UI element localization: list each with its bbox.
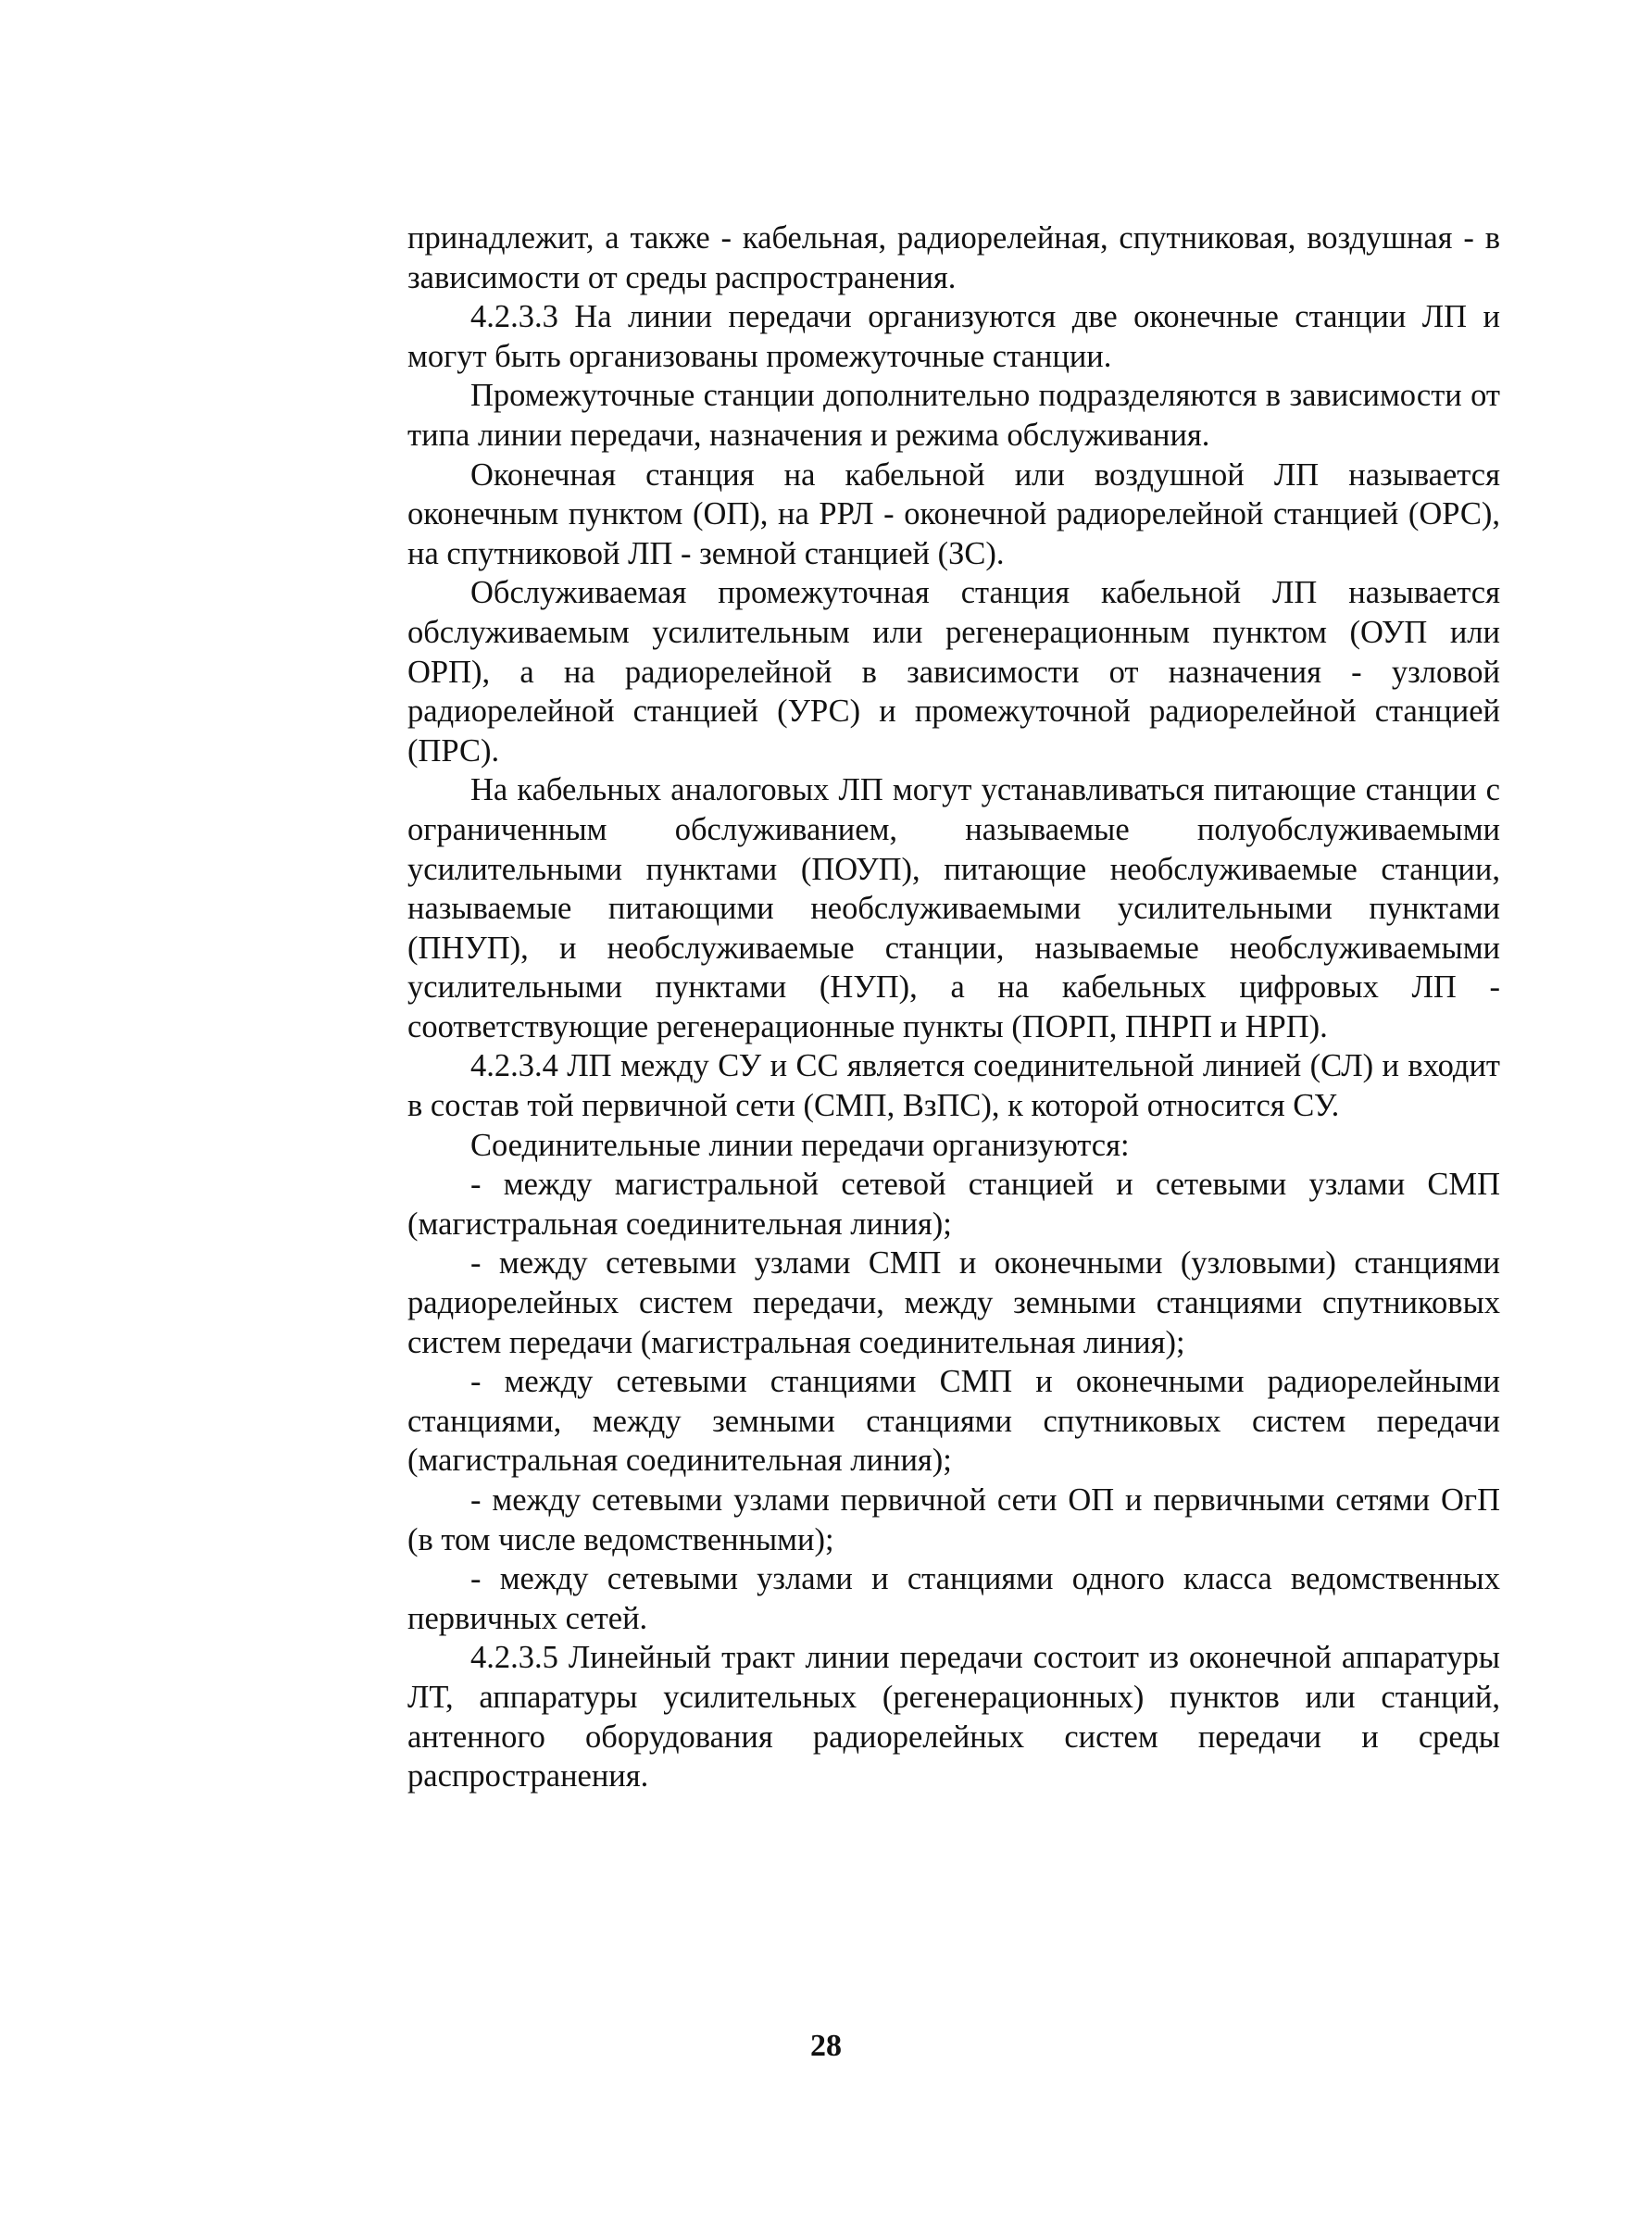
body-text — [407, 219, 1500, 1796]
list-item: - между сетевыми станциями СМП и оконечными радиорелейными станциями, между земными станциями спутниковых систем передачи (магистральная соединительная линия); — [407, 1364, 1500, 1479]
page-number: 28 — [810, 2029, 842, 2063]
list-item: - между магистральной сетевой станцией и сетевыми узлами СМП (магистральная соединительная линия); — [407, 1167, 1500, 1242]
paragraph-served-station: Обслуживаемая промежуточная станция кабельной ЛП называется обслуживаемым усилительным или регенерационным пунктом (ОУП или ОРП), а на радиорелейной в зависимости от назначения - узловой радиорелейной станцией (УРС) и промежуточной радиорелейной станцией (ПРС). — [407, 575, 1500, 769]
paragraph-terminal-station: Оконечная станция на кабельной или воздушной ЛП называется оконечным пунктом (ОП), на РРЛ - оконечной радиорелейной станцией (ОРС), на спутниковой ЛП - земной станцией (ЗС). — [407, 456, 1500, 571]
paragraph-4-2-3-4: 4.2.3.4 ЛП между СУ и СС является соединительной линией (СЛ) и входит в состав той первичной сети (СМП, ВзПС), к которой относится СУ. — [407, 1048, 1500, 1124]
list-item: - между сетевыми узлами первичной сети ОП и первичными сетями ОгП (в том числе ведомственными); — [407, 1482, 1500, 1557]
paragraph-analog-lines: На кабельных аналоговых ЛП могут устанавливаться питающие станции с ограниченным обслуживанием, называемые полуобслуживаемыми усилительными пунктами (ПОУП), питающие необслуживаемые станции, называемые питающими необслуживаемыми усилительными пунктами (ПНУП), и необслуживаемые станции, называемые необслуживаемыми усилительными пунктами (НУП), а на кабельных цифровых ЛП - соответствующие регенерационные пункты (ПОРП, ПНРП и НРП). — [407, 772, 1500, 1044]
paragraph-4-2-3-5: 4.2.3.5 Линейный тракт линии передачи состоит из оконечной аппаратуры ЛТ, аппаратуры усилительных (регенерационных) пунктов или станций, антенного оборудования радиорелейных систем передачи и среды распространения. — [407, 1640, 1500, 1794]
paragraph-continuation: принадлежит, а также - кабельная, радиорелейная, спутниковая, воздушная - в зависимости от среды распространения. — [407, 220, 1500, 295]
list-item: - между сетевыми узлами СМП и оконечными (узловыми) станциями радиорелейных систем передачи, между земными станциями спутниковых систем передачи (магистральная соединительная линия); — [407, 1245, 1500, 1360]
paragraph-connecting-lines-intro: Соединительные линии передачи организуются: — [470, 1127, 1130, 1163]
paragraph-intermediate-stations: Промежуточные станции дополнительно подразделяются в зависимости от типа линии передачи, назначения и режима обслуживания. — [407, 378, 1500, 453]
paragraph-4-2-3-3: 4.2.3.3 На линии передачи организуются две оконечные станции ЛП и могут быть организованы промежуточные станции. — [407, 299, 1500, 374]
list-item: - между сетевыми узлами и станциями одного класса ведомственных первичных сетей. — [407, 1561, 1500, 1636]
